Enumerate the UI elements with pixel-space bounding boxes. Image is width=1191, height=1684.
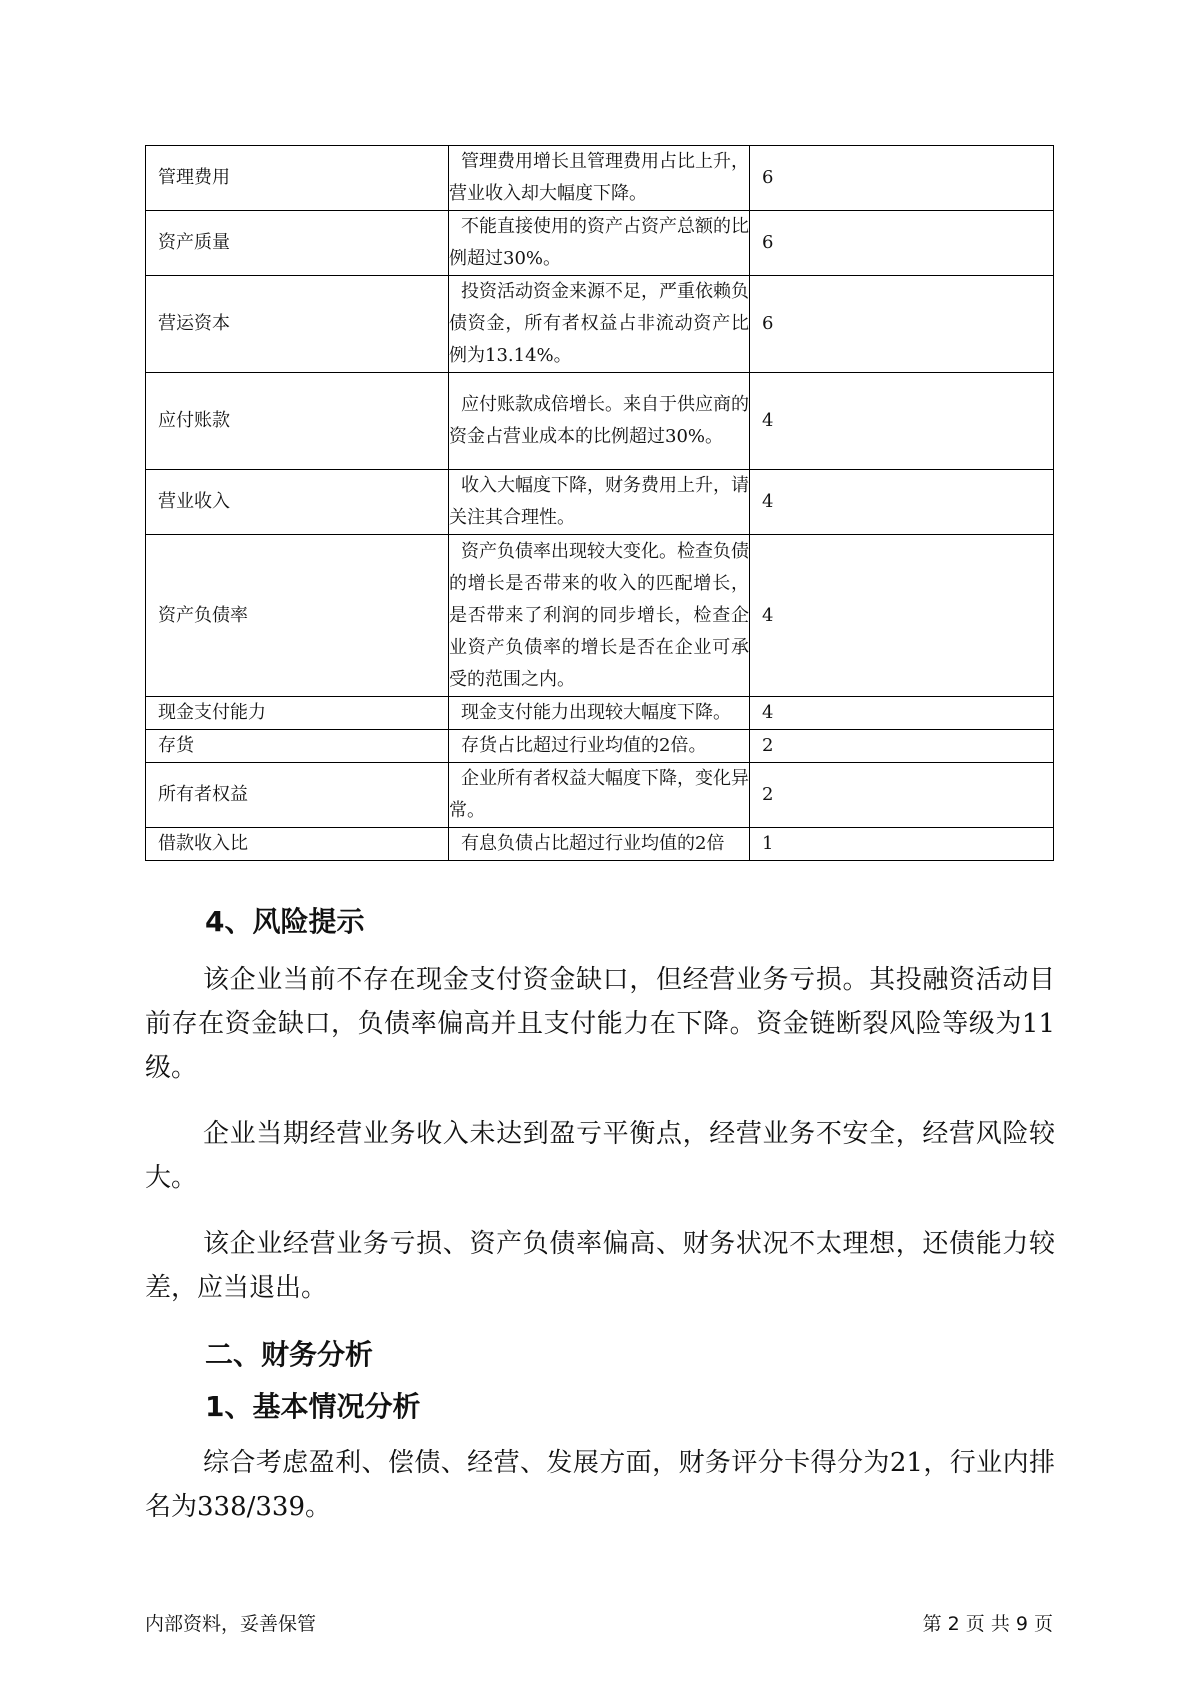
table-row (146, 697, 1054, 730)
indicator-cell: 营运资本 (146, 276, 449, 373)
finance-paragraph-1: 综合考虑盈利、偿债、经营、发展方面，财务评分卡得分为21，行业内排名为338/339。 (145, 1448, 1055, 1522)
indicator-cell: 借款收入比 (146, 828, 449, 861)
description-cell: 投资活动资金来源不足，严重依赖负债资金，所有者权益占非流动资产比例为13.14%。 (449, 276, 750, 373)
description-cell: 收入大幅度下降，财务费用上升，请关注其合理性。 (449, 470, 750, 535)
description-cell: 应付账款成倍增长。来自于供应商的资金占营业成本的比例超过30%。 (449, 373, 750, 470)
indicator-cell: 资产质量 (146, 211, 449, 276)
finance-section (145, 1335, 1055, 1529)
description-cell: 现金支付能力出现较大幅度下降。 (449, 697, 750, 730)
score-cell: 6 (750, 276, 1054, 373)
description-cell: 企业所有者权益大幅度下降，变化异常。 (449, 763, 750, 828)
score-cell: 1 (750, 828, 1054, 861)
indicator-cell: 应付账款 (146, 373, 449, 470)
section-heading-risk: 4、风险提示 (205, 905, 365, 938)
score-cell: 6 (750, 211, 1054, 276)
score-cell: 4 (750, 535, 1054, 697)
risk-section (145, 902, 1055, 1310)
score-cell: 4 (750, 470, 1054, 535)
description-cell: 管理费用增长且管理费用占比上升，营业收入却大幅度下降。 (449, 146, 750, 211)
description-cell: 不能直接使用的资产占资产总额的比例超过30%。 (449, 211, 750, 276)
table-row (146, 763, 1054, 828)
table-row (146, 535, 1054, 697)
indicator-cell: 所有者权益 (146, 763, 449, 828)
table-row (146, 276, 1054, 373)
table-row (146, 470, 1054, 535)
score-cell: 2 (750, 730, 1054, 763)
score-cell: 2 (750, 763, 1054, 828)
table-row (146, 828, 1054, 861)
risk-paragraph-3: 该企业经营业务亏损、资产负债率偏高、财务状况不太理想，还债能力较差，应当退出。 (145, 1229, 1055, 1303)
indicator-cell: 存货 (146, 730, 449, 763)
indicator-cell: 管理费用 (146, 146, 449, 211)
score-cell: 6 (750, 146, 1054, 211)
risk-indicator-table (145, 145, 1054, 861)
section-heading-finance: 二、财务分析 (205, 1338, 374, 1371)
indicator-cell: 资产负债率 (146, 535, 449, 697)
score-cell: 4 (750, 373, 1054, 470)
description-cell: 有息负债占比超过行业均值的2倍 (449, 828, 750, 861)
table-row (146, 373, 1054, 470)
table-row (146, 211, 1054, 276)
description-cell: 资产负债率出现较大变化。检查负债的增长是否带来的收入的匹配增长，是否带来了利润的同步增长，检查企业资产负债率的增长是否在企业可承受的范围之内。 (449, 535, 750, 697)
page-number: 第 2 页 共 9 页 (922, 1613, 1053, 1635)
footer-note: 内部资料，妥善保管 (145, 1613, 317, 1635)
risk-paragraph-1: 该企业当前不存在现金支付资金缺口，但经营业务亏损。其投融资活动目前存在资金缺口，负债率偏高并且支付能力在下降。资金链断裂风险等级为11级。 (145, 965, 1055, 1083)
description-cell: 存货占比超过行业均值的2倍。 (449, 730, 750, 763)
score-cell: 4 (750, 697, 1054, 730)
indicator-cell: 现金支付能力 (146, 697, 449, 730)
subsection-heading-basic: 1、基本情况分析 (205, 1390, 421, 1423)
indicator-cell: 营业收入 (146, 470, 449, 535)
table-row (146, 146, 1054, 211)
table-row (146, 730, 1054, 763)
risk-paragraph-2: 企业当期经营业务收入未达到盈亏平衡点，经营业务不安全，经营风险较大。 (145, 1119, 1055, 1193)
